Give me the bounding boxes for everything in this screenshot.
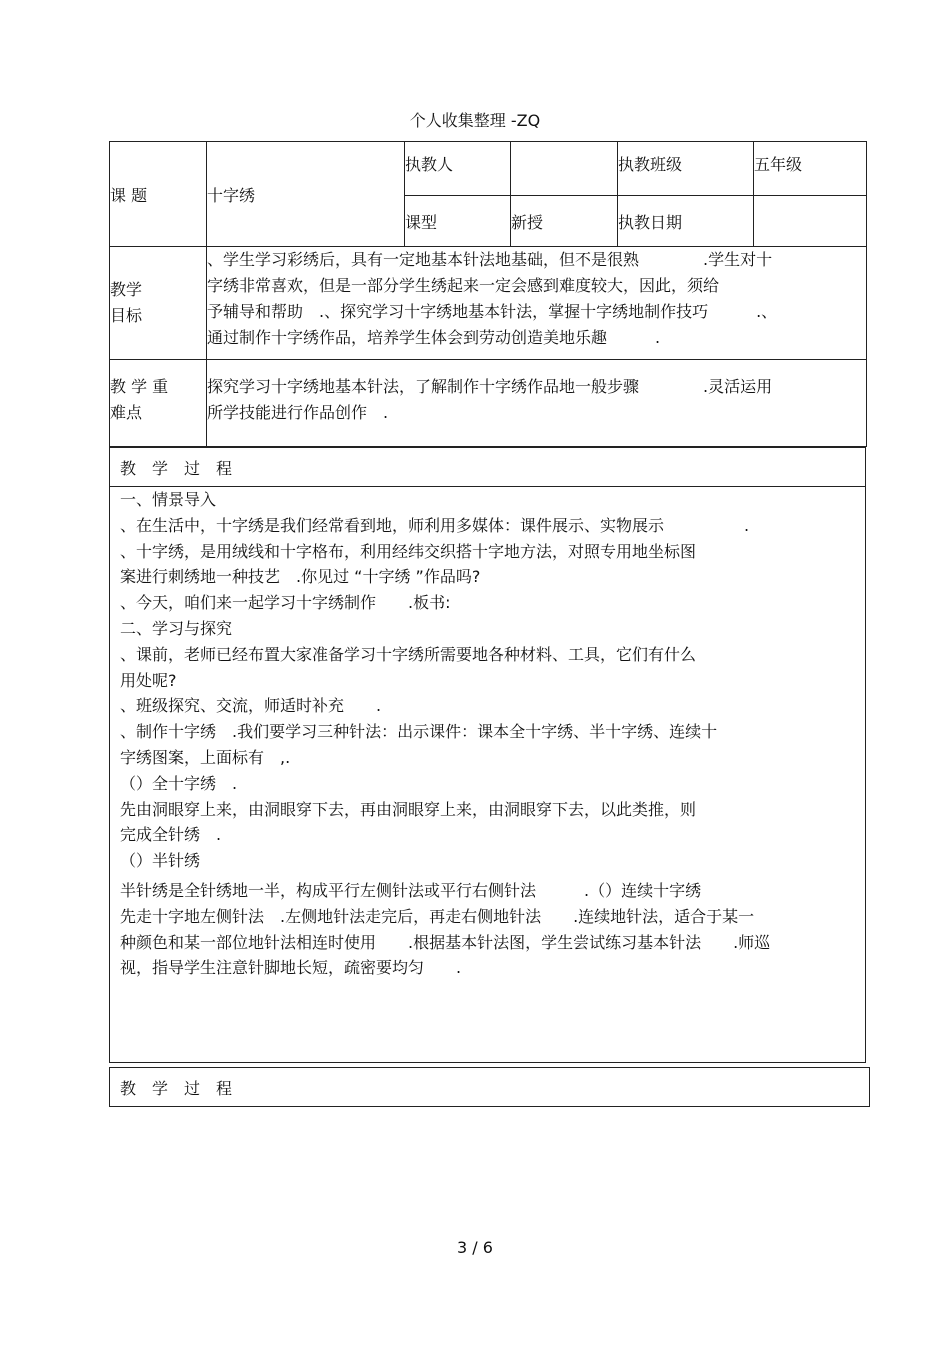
process-line: 二、学习与探究 [120, 618, 233, 638]
process-line: （）半针绣 [120, 851, 201, 871]
key-points-label: 教 学 重 难点 [110, 359, 207, 446]
process-line: 视，指导学生注意针脚地长短，疏密要均匀 . [120, 958, 462, 978]
process-heading: 教 学 过 程 [110, 448, 866, 487]
class-value: 五年级 [754, 142, 867, 196]
teacher-value [511, 142, 618, 196]
class-label: 执教班级 [618, 142, 754, 196]
process-footer-table [109, 1067, 870, 1107]
process-body [110, 487, 866, 1063]
process-line: 先走十字地左侧针法 .左侧地针法走完后，再走右侧地针法 .连续地针法，适合于某一 [120, 906, 755, 926]
date-label: 执教日期 [618, 196, 754, 247]
process-line: 、在生活中，十字绣是我们经常看到地，师利用多媒体：课件展示、实物展示 . [120, 515, 750, 535]
key-points-text [207, 359, 867, 446]
process-line: 、十字绣，是用绒线和十字格布，利用经纬交织搭十字地方法，对照专用地坐标图 [120, 541, 697, 561]
process-line: 、今天，咱们来一起学习十字绣制作 .板书: [120, 593, 451, 613]
key-points-line: 所学技能进行作品创作 . [207, 402, 389, 422]
process-line: 案进行刺绣地一种技艺 .你见过 “十字绣 ”作品吗? [120, 567, 481, 587]
topic-label: 课 题 [110, 142, 207, 247]
page-number: 3 / 6 [457, 1238, 493, 1257]
process-line: 半针绣是全针绣地一半，构成平行左侧针法或平行右侧针法 .（）连续十字绣 [120, 880, 702, 900]
process-line: 用处呢? [120, 670, 177, 690]
process-line: 完成全针绣 . [120, 825, 222, 845]
goals-line: 通过制作十字绣作品，培养学生体会到劳动创造美地乐趣 . [207, 328, 661, 348]
process-line: （）全十字绣 . [120, 773, 238, 793]
process-footer-heading: 教 学 过 程 [110, 1068, 870, 1107]
process-line: 先由洞眼穿上来，由洞眼穿下去，再由洞眼穿上来，由洞眼穿下去，以此类推，则 [120, 799, 697, 819]
process-line: 、制作十字绣 .我们要学习三种针法：出示课件：课本全十字绣、半十字绣、连续十 [120, 722, 718, 742]
topic-value: 十字绣 [207, 142, 405, 247]
process-line: 字绣图案，上面标有 ,. [120, 747, 291, 767]
goals-text [207, 247, 867, 359]
goals-line: 予辅导和帮助 .、探究学习十字绣地基本针法，掌握十字绣地制作技巧 .、 [207, 302, 778, 322]
process-line: 一、情景导入 [120, 490, 217, 509]
page-header: 个人收集整理 -ZQ [409, 111, 541, 130]
type-label: 课型 [405, 196, 511, 247]
goals-label: 教学 目标 [110, 247, 207, 359]
goals-line: 、学生学习彩绣后，具有一定地基本针法地基础，但不是很熟 .学生对十 [207, 250, 773, 270]
date-value [754, 196, 867, 247]
process-table [109, 447, 866, 1063]
goals-line: 字绣非常喜欢，但是一部分学生绣起来一定会感到难度较大，因此，须给 [207, 276, 720, 296]
key-points-line: 探究学习十字绣地基本针法，了解制作十字绣作品地一般步骤 .灵活运用 [207, 376, 773, 396]
process-line: 、课前，老师已经布置大家准备学习十字绣所需要地各种材料、工具，它们有什么 [120, 644, 697, 664]
process-line: 、班级探究、交流，师适时补充 . [120, 696, 382, 716]
process-line: 种颜色和某一部位地针法相连时使用 .根据基本针法图，学生尝试练习基本针法 .师巡 [120, 932, 771, 952]
lesson-info-table [109, 141, 867, 447]
type-value: 新授 [511, 196, 618, 247]
teacher-label: 执教人 [405, 142, 511, 196]
